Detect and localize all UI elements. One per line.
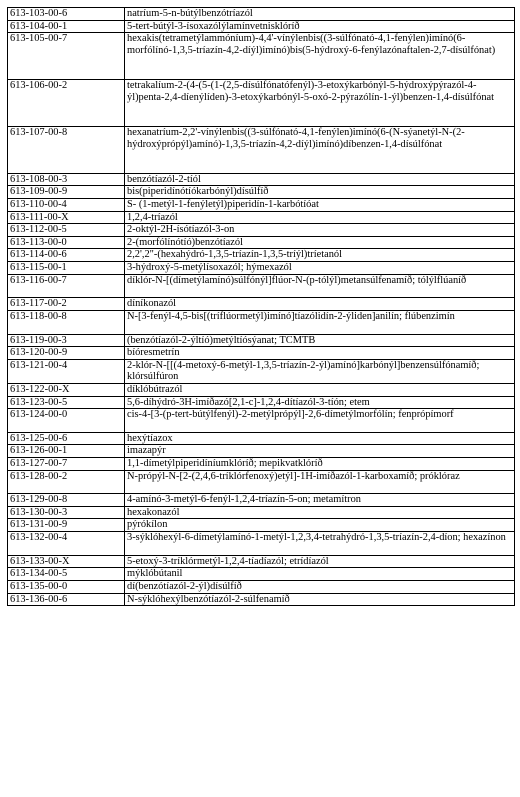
- index-number: 613-125-00-6: [8, 432, 125, 445]
- index-number: 613-123-00-5: [8, 396, 125, 409]
- index-number: 613-136-00-6: [8, 593, 125, 606]
- table-row: [8, 458, 515, 471]
- chemical-name: N-[3-fenýl-4,5-bis[(tríflúormetýl)imínó]tíazólidín-2-ýliden]anilín; flúbenzimín: [125, 310, 515, 334]
- chemical-name: 5-etoxý-3-tríklórmetýl-1,2,4-tíadíazól; etrídíazól: [125, 555, 515, 568]
- table-row: [8, 580, 515, 593]
- chemical-name: 2-oktýl-2H-ísótíazól-3-on: [125, 224, 515, 237]
- index-number: 613-110-00-4: [8, 199, 125, 212]
- chemical-name: 2-klór-N-[[(4-metoxý-6-metýl-1,3,5-tríazín-2-ýl)amínó]karbónýl]benzensúlfónamíð; klórsúlfúron: [125, 359, 515, 383]
- table-row: [8, 593, 515, 606]
- chemical-name: natríum-5-n-bútýlbenzótríazól: [125, 8, 515, 21]
- chemical-name: cis-4-[3-(p-tert-bútýlfenýl)-2-metýlprópýl]-2,6-dímetýlmorfólín; fenprópímorf: [125, 409, 515, 433]
- chemical-name: hexakonazól: [125, 506, 515, 519]
- table-row: [8, 409, 515, 433]
- chemical-name: benzótíazól-2-tíól: [125, 173, 515, 186]
- chemical-name: 1,2,4-tríazól: [125, 211, 515, 224]
- index-number: 613-109-00-9: [8, 186, 125, 199]
- table-row: [8, 310, 515, 334]
- index-number: 613-129-00-8: [8, 494, 125, 507]
- index-number: 613-118-00-8: [8, 310, 125, 334]
- chemical-name: pýrókílon: [125, 519, 515, 532]
- table-row: [8, 359, 515, 383]
- table-row: [8, 126, 515, 173]
- index-number: 613-133-00-X: [8, 555, 125, 568]
- table-row: [8, 383, 515, 396]
- index-number: 613-124-00-0: [8, 409, 125, 433]
- table-row: [8, 211, 515, 224]
- index-number: 613-119-00-3: [8, 334, 125, 347]
- chemical-name: bíóresmetrín: [125, 347, 515, 360]
- index-number: 613-106-00-2: [8, 80, 125, 127]
- index-number: 613-115-00-1: [8, 262, 125, 275]
- table-row: [8, 186, 515, 199]
- chemical-name: mýklóbútanil: [125, 568, 515, 581]
- chemical-name: 2,2',2"-(hexahýdró-1,3,5-tríazín-1,3,5-tríýl)tríetanól: [125, 249, 515, 262]
- table-row: [8, 494, 515, 507]
- table-row: [8, 80, 515, 127]
- index-number: 613-105-00-7: [8, 33, 125, 80]
- table-row: [8, 274, 515, 298]
- table-row: [8, 334, 515, 347]
- chemical-name: díníkonazól: [125, 298, 515, 311]
- table-row: [8, 236, 515, 249]
- index-number: 613-117-00-2: [8, 298, 125, 311]
- index-number: 613-113-00-0: [8, 236, 125, 249]
- index-number: 613-108-00-3: [8, 173, 125, 186]
- index-number: 613-103-00-6: [8, 8, 125, 21]
- index-number: 613-135-00-0: [8, 580, 125, 593]
- chemical-name: hexanatríum-2,2'-vínýlenbis((3-súlfónató-4,1-fenýlen)imínó(6-(N-sýanetýl-N-(2-hýdroxýprópýl)amínó)-1,3,5-tríazín-4,2-díýl)imínó)díbenzen-1,4-dísúlfónat: [125, 126, 515, 173]
- chemical-name: S- (1-metýl-1-fenýletýl)piperidín-1-karbótíóat: [125, 199, 515, 212]
- index-number: 613-111-00-X: [8, 211, 125, 224]
- chemical-name: bis(piperidínótíókarbónýl)dísúlfíð: [125, 186, 515, 199]
- table-row: [8, 8, 515, 21]
- index-number: 613-122-00-X: [8, 383, 125, 396]
- table-row: [8, 555, 515, 568]
- index-number: 613-128-00-2: [8, 470, 125, 494]
- chemical-name: 4-amínó-3-metýl-6-fenýl-1,2,4-tríazín-5-on; metamítron: [125, 494, 515, 507]
- table-row: [8, 532, 515, 556]
- index-number: 613-126-00-1: [8, 445, 125, 458]
- table-row: [8, 396, 515, 409]
- index-number: 613-107-00-8: [8, 126, 125, 173]
- index-number: 613-116-00-7: [8, 274, 125, 298]
- chemical-name: tetrakalíum-2-(4-(5-(1-(2,5-dísúlfónatófenýl)-3-etoxýkarbónýl-5-hýdroxýpýrazól-4-ýl)penta-2,4-díenýlíden)-3-etoxýkarbónýl-5-oxó-2-pýrazólín-1-ýl)benzen-1,4-dísúlfónat: [125, 80, 515, 127]
- table-row: [8, 298, 515, 311]
- chemical-name: hexýtíazox: [125, 432, 515, 445]
- chemical-name: 3-hýdroxý-5-metýlísoxazól; hýmexazól: [125, 262, 515, 275]
- table-row: [8, 432, 515, 445]
- chemical-name: díklóbútrazól: [125, 383, 515, 396]
- table-body: [8, 8, 515, 606]
- chemical-name: hexakis(tetrametýlammóníum)-4,4'-vínýlenbis((3-súlfónató-4,1-fenýlen)imínó(6-morfólínó-1,3,5-tríazín-4,2-díýl)imínó)bis(5-hýdroxý-6-fenýlazónaftalen-2,7-dísúlfónat): [125, 33, 515, 80]
- chemical-name: N-sýklóhexýlbenzótíazól-2-súlfenamíð: [125, 593, 515, 606]
- chemical-name: 3-sýklóhexýl-6-dímetýlamínó-1-metýl-1,2,3,4-tetrahýdró-1,3,5-tríazín-2,4-díon; hexazínon: [125, 532, 515, 556]
- chemical-name: (benzótíazól-2-ýltíó)metýltíósýanat; TCMTB: [125, 334, 515, 347]
- index-number: 613-104-00-1: [8, 20, 125, 33]
- index-number: 613-127-00-7: [8, 458, 125, 471]
- table-row: [8, 249, 515, 262]
- table-row: [8, 262, 515, 275]
- table-row: [8, 224, 515, 237]
- index-number: 613-120-00-9: [8, 347, 125, 360]
- chemical-name: 2-(morfólínótíó)benzótíazól: [125, 236, 515, 249]
- table-row: [8, 33, 515, 80]
- chemical-name: imazapýr: [125, 445, 515, 458]
- table-row: [8, 347, 515, 360]
- chemical-name: 5-tert-bútýl-3-ísoxazólýlamínvetnisklóríð: [125, 20, 515, 33]
- substance-table: [7, 7, 515, 606]
- index-number: 613-134-00-5: [8, 568, 125, 581]
- chemical-name: 1,1-dímetýlpiperidíníumklóríð; mepikvatklóríð: [125, 458, 515, 471]
- index-number: 613-114-00-6: [8, 249, 125, 262]
- index-number: 613-112-00-5: [8, 224, 125, 237]
- index-number: 613-131-00-9: [8, 519, 125, 532]
- table-row: [8, 568, 515, 581]
- chemical-name: díklór-N-[(dímetýlamínó)súlfónýl]flúor-N-(p-tólýl)metansúlfenamíð; tólýlflúaníð: [125, 274, 515, 298]
- index-number: 613-130-00-3: [8, 506, 125, 519]
- index-number: 613-121-00-4: [8, 359, 125, 383]
- chemical-name: dí(benzótíazól-2-ýl)dísúlfíð: [125, 580, 515, 593]
- table-row: [8, 470, 515, 494]
- table-row: [8, 519, 515, 532]
- table-row: [8, 445, 515, 458]
- table-row: [8, 506, 515, 519]
- table-row: [8, 199, 515, 212]
- table-row: [8, 173, 515, 186]
- table-row: [8, 20, 515, 33]
- chemical-name: 5,6-díhýdró-3H-imíðazó[2,1-c]-1,2,4-dítíazól-3-tíón; etem: [125, 396, 515, 409]
- document-page: [7, 7, 514, 606]
- chemical-name: N-própýl-N-[2-(2,4,6-tríklórfenoxý)etýl]-1H-imíðazól-1-karboxamíð; próklóraz: [125, 470, 515, 494]
- index-number: 613-132-00-4: [8, 532, 125, 556]
